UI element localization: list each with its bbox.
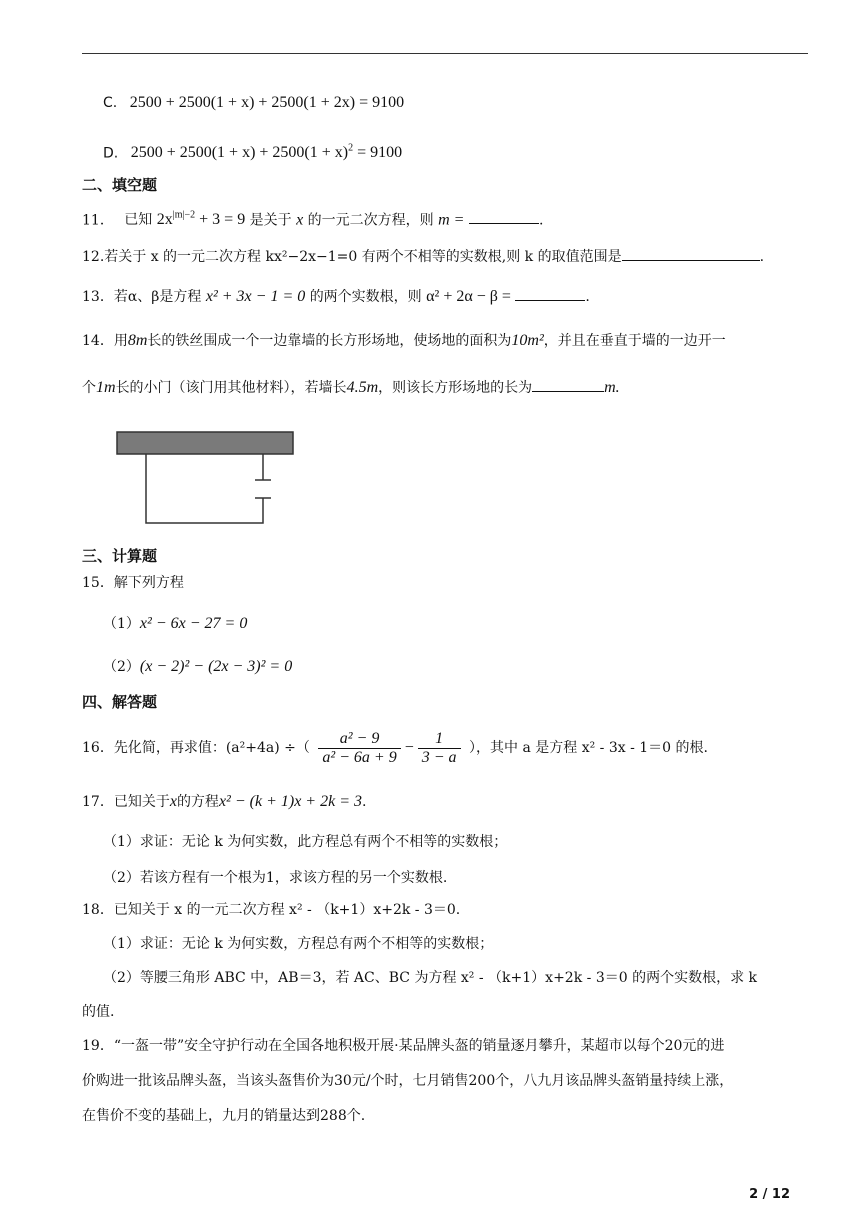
question-19-line-1: 19．“一盔一带”安全守护行动在全国各地积极开展·某品牌头盔的销量逐月攀升，某超市以每个20元的进 [82, 1038, 725, 1054]
option-d [103, 139, 402, 163]
question-17-part-1: （1）求证：无论 k 为何实数，此方程总有两个不相等的实数根； [103, 834, 508, 850]
option-c-letter: C. [103, 95, 118, 111]
fraction-2: $\frac{1}{3 - a}$ [418, 730, 461, 767]
section-heading-calc: 三、计算题 [82, 547, 158, 565]
question-14-line-1: 14．用8m长的铁丝围成一个一边靠墙的长方形场地，使场地的面积为10m²，并且在垂直于墙的一边开一 [82, 332, 726, 349]
answer-blank[interactable] [515, 286, 585, 301]
q11-equation: $2x^{|m|-2} + 3 = 9$ [156, 210, 246, 229]
header-rule [82, 53, 808, 54]
question-18: 18．已知关于 x 的一元二次方程 x² - （k+1）x+2k - 3＝0. [82, 902, 461, 918]
section-heading-answer: 四、解答题 [82, 693, 158, 711]
question-15: 15．解下列方程 [82, 575, 184, 591]
question-19-line-3: 在售价不变的基础上，九月的销量达到288个. [82, 1108, 366, 1124]
fence [146, 454, 263, 523]
question-18-part-1: （1）求证：无论 k 为何实数，方程总有两个不相等的实数根； [103, 936, 494, 952]
question-18-part-2-continued: 的值. [82, 1004, 115, 1020]
question-15-part-1: （1）x² − 6x − 27 = 0 [103, 615, 248, 632]
question-13: 13．若α、β是方程 x² + 3x − 1 = 0 的两个实数根，则 α² + 2α − β = . [82, 288, 590, 305]
answer-blank[interactable] [469, 209, 539, 224]
question-18-part-2: （2）等腰三角形 ABC 中，AB＝3，若 AC、BC 为方程 x² - （k+1）x+2k - 3＝0 的两个实数根，求 k [103, 970, 758, 986]
section-heading-fill-blank: 二、填空题 [82, 176, 158, 194]
question-16: 16．先化简，再求值：(a²+4a) ÷（ $\frac{\text{a² − 9}}{\text{a² − 6a + 9}}$ − $\frac{1}{3 - a}$ ），其中 a 是方程 x² - 3x - 1＝0 的根. [82, 729, 708, 766]
option-c [103, 93, 404, 113]
question-19-line-2: 价购进一批该品牌头盔，当该头盔售价为30元/个时，七月销售200个，八九月该品牌头盔销量持续上涨， [82, 1073, 734, 1089]
question-11: 11． 已知 $2x^{|m|-2} + 3 = 9$ 是关于 x 的一元二次方程，则 m = . [82, 210, 544, 229]
page-number: 2 / 12 [749, 1187, 790, 1202]
wall [117, 432, 293, 454]
option-c-expression: 2500 + 2500(1 + x) + 2500(1 + 2x) = 9100 [129, 94, 405, 111]
option-d-expression: $2500 + 2500(1 + x) + 2500(1 + x)^2 = 9100$ [130, 143, 403, 162]
option-d-letter: D. [103, 145, 119, 162]
fraction-1: $\frac{\text{a² − 9}}{\text{a² − 6a + 9}}$ [318, 730, 400, 767]
question-14-line-2: 个1m长的小门（该门用其他材料），若墙长4.5m，则该长方形场地的长为 m. [82, 379, 620, 396]
answer-blank[interactable] [622, 246, 760, 261]
answer-blank[interactable] [532, 377, 604, 392]
question-12: 12.若关于 x 的一元二次方程 kx²−2x−1=0 有两个不相等的实数根,则 k 的取值范围是 . [82, 246, 764, 267]
question-17: 17．已知关于x的方程x² − (k + 1)x + 2k = 3. [82, 793, 367, 810]
wall-rectangle-figure [116, 430, 298, 526]
question-17-part-2: （2）若该方程有一个根为1，求该方程的另一个实数根. [103, 870, 448, 886]
question-15-part-2: （2）(x − 2)² − (2x − 3)² = 0 [103, 658, 293, 675]
